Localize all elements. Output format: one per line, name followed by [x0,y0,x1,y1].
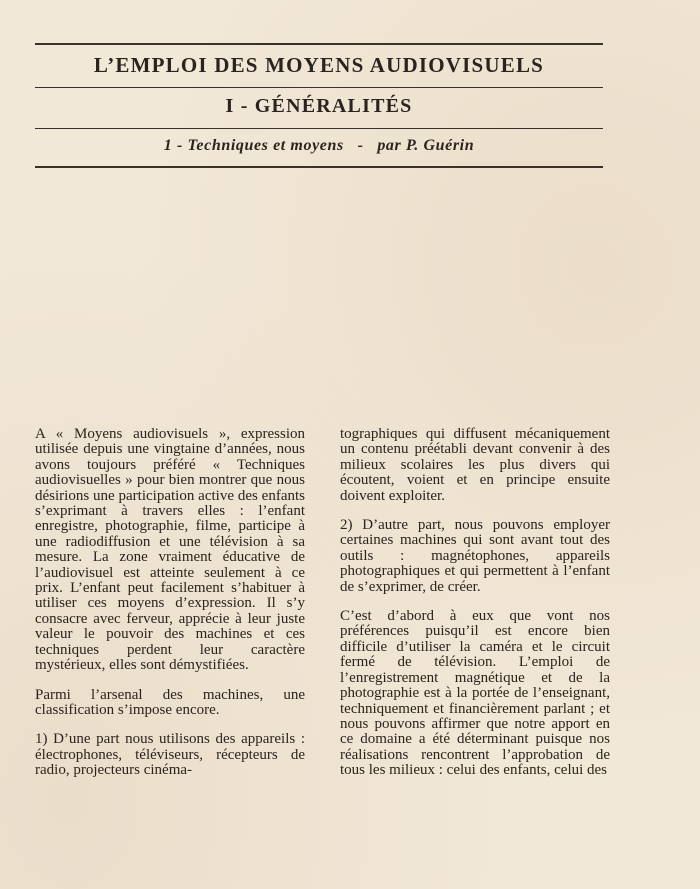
paragraph: 2) D’autre part, nous pouvons employer certaines machines qui sont avant tout des outils : magnétophones, appareils photographiques et qui permettent à l’enfant de s’exprimer, de créer. [340,517,610,595]
right-column [340,427,610,779]
section-title: I - GÉNÉRALITÉS [225,95,413,117]
article-byline: 1 - Techniques et moyens - par P. Guérin [163,137,475,154]
paragraph: 1) D’une part nous utilisons des appareils : électrophones, téléviseurs, récepteurs de radio, projecteurs cinéma- [35,731,305,779]
header-bottom-rule [35,166,603,168]
paragraph: Parmi l’arsenal des machines, une classification s’impose encore. [35,686,305,718]
main-title: L’EMPLOI DES MOYENS AUDIOVISUELS [93,53,545,77]
title-divider [35,87,603,88]
paragraph: A « Moyens audiovisuels », expression utilisée depuis une vingtaine d’années, nous avons toujours préféré « Techniques audiovisuelles » pour bien montrer que nous désirions une participation active des enfants s’exprimant à travers elles : l’enfant enregistre, photographie, filme, participe à une radiodiffusion et une télévision à sa mesure. La zone vraiment éducative de l’audiovisuel est atteinte seulement à ce prix. L’enfant peut facilement s’habituer à utiliser ces moyens d’expression. Il s’y consacre avec ferveur, apprécie à leur juste valeur le pouvoir des machines et ces techniques perdent leur caractère mystérieux, elles sont démystifiées. [35,426,305,674]
top-rule [35,43,603,45]
paragraph: tographiques qui diffusent mécaniquement un contenu préétabli devant convenir à des milieux scolaires les plus divers qui écoutent, voient et en principe ensuite doivent exploiter. [340,426,610,504]
paragraph: C’est d’abord à eux que vont nos préférences puisqu’il est encore bien difficile d’utiliser la caméra et le circuit fermé de télévision. L’emploi de l’enregistrement magnétique et de la photographie est à la portée de l’enseignant, techniquement et financièrement parlant ; et nous pouvons affirmer que notre apport en ce domaine a été déterminant puisque nos réalisations rencontrent l’approbation de tous les milieux : celui des enfants, celui des [340,608,610,779]
section-divider [35,128,603,129]
left-column [35,427,305,779]
